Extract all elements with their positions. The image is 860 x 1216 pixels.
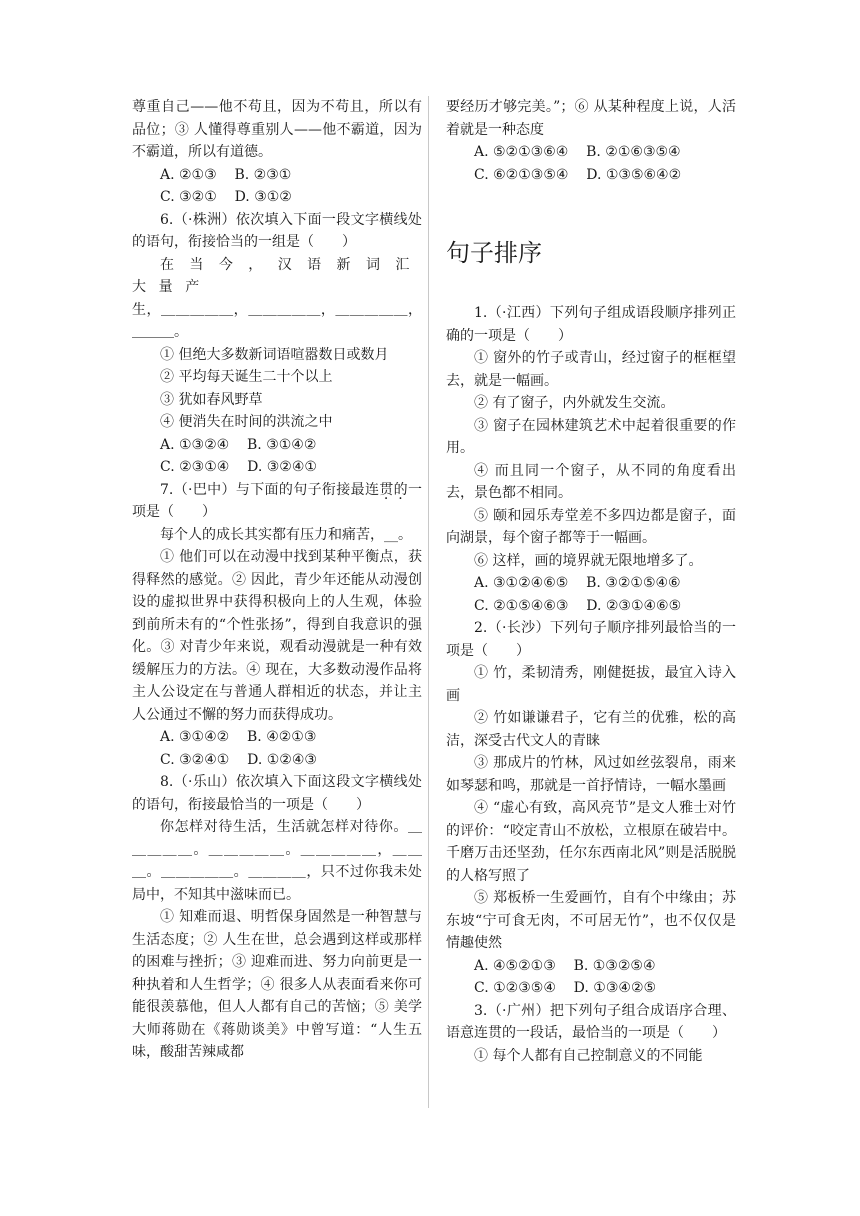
q8-sentences: ① 知难而退、明哲保身固然是一种智慧与生活态度；② 人生在世，总会遇到这样或那样的困难与挫折；③ 迎难而进、努力向前更是一种执着和人生哲学；④ 很多人从表面看来你可能很羡慕他，但人人都有自己的苦恼；⑤ 美学大师蒋勋在《蒋勋谈美》中曾写道：“人生五味，酸甜苦辣咸都 (132, 909, 422, 1060)
q7-sentences: ① 他们可以在动漫中找到某种平衡点，获得释然的感觉。② 因此，青少年还能从动漫创设的虚拟世界中获得积极向上的人生观，体验到前所未有的“个性张扬”，得到自我意识的强化。③ 对青少年来说，观看动漫就是一种有效缓解压力的方法。④ 现在，大多数动漫作品将主人公设定在与普通人群相近的状态，并让主人公通过不懈的努力而获得成功。 (132, 549, 422, 723)
q6-option-row: C. ②③①④ D. ③②④① (160, 459, 317, 475)
q7-stem: 7.（·巴中）与下面的句子衔接最连贯的一项是（ ） (132, 481, 422, 520)
s2-item: ② 竹如谦谦君子，它有兰的优雅，松的高洁，深受古代文人的青睐 (446, 710, 736, 749)
q6-option-row: A. ①③②④ B. ③①④② (160, 436, 317, 453)
section-heading: 句子排序 (446, 239, 542, 267)
q7-option-row: A. ③①④② B. ④②①③ (160, 729, 317, 745)
q5-option-row: A. ②①③ B. ②③① (160, 166, 292, 183)
q6-passage-line1: 在当今，汉语新词汇大量产 (132, 256, 422, 295)
s1-option-row: C. ②①⑤④⑥③ D. ②③①④⑥⑤ (474, 597, 682, 614)
q6-item: ② 平均每天诞生二十个以上 (160, 369, 333, 385)
s2-item: ③ 那成片的竹林，风过如丝弦裂帛，雨来如琴瑟和鸣，那就是一首抒情诗，一幅水墨画 (446, 755, 736, 794)
q6-item: ① 但绝大多数新词语喧嚣数日或数月 (160, 346, 389, 363)
s3-stem: 3.（·广州）把下列句子组合成语序合理、语意连贯的一段话，最恰当的一项是（ ） (446, 1002, 736, 1041)
s1-item: ③ 窗子在园林建筑艺术中起着很重要的作用。 (446, 417, 736, 456)
q8-stem: 8.（·乐山）依次填入下面这段文字横线处的语句，衔接最恰当的一项是（ ） (132, 774, 422, 813)
q6-item: ③ 犹如春风野草 (160, 391, 263, 408)
q8-continuation: 要经历才够完美。”；⑥ 从某种程度上说，人活着就是一种态度 (446, 99, 736, 138)
s2-item: ① 竹，柔韧清秀，刚健挺拔，最宜入诗入画 (446, 665, 736, 704)
s1-item: ① 窗外的竹子或青山，经过窗子的框框望去，就是一幅画。 (446, 350, 736, 389)
s1-item: ⑤ 颐和园乐寿堂差不多四边都是窗子，面向湖景，每个窗子都等于一幅画。 (446, 507, 736, 546)
right-column (446, 96, 736, 1067)
q6-item: ④ 便消失在时间的洪流之中 (160, 414, 333, 430)
column-divider (428, 96, 429, 1108)
q5-option-row: C. ③②① D. ③①② (160, 189, 292, 205)
s2-stem: 2.（·长沙）下列句子顺序排列最恰当的一项是（ ） (446, 620, 736, 659)
s3-item: ① 每个人都有自己控制意义的不同能 (474, 1047, 703, 1064)
s2-item: ⑤ 郑板桥一生爱画竹，自有个中缘由；苏东坡“宁可食无肉，不可居无竹”，也不仅仅是情趣使然 (446, 890, 736, 951)
s2-option-row: A. ④⑤②①③ B. ①③②⑤④ (474, 957, 656, 974)
s2-item: ④ “虚心有致，高风亮节”是文人雅士对竹的评价：“咬定青山不放松，立根原在破岩中。千磨万击还坚劲，任尔东西南北风”则是活脱脱的人格写照了 (446, 800, 736, 884)
q8-passage: 你怎样对待生活，生活就怎样对待你。＿＿＿＿＿。＿＿＿＿＿。＿＿＿＿＿，＿＿＿。＿＿＿＿＿。＿＿＿＿，只不过你我未处局中，不知其中滋味而已。 (132, 819, 422, 903)
q7-option-row: C. ③②④① D. ①②④③ (160, 751, 317, 768)
s1-stem: 1.（·江西）下列句子组成语段顺序排列正确的一项是（ ） (446, 305, 736, 344)
q8-option-row: C. ⑥②①③⑤④ D. ①③⑤⑥④② (474, 166, 682, 183)
q4-continuation: 尊重自己——他不苟且，因为不苟且，所以有品位；③ 人懂得尊重别人——他不霸道，因为不霸道，所以有道德。 (132, 99, 422, 160)
s1-item: ④ 而且同一个窗子，从不同的角度看出去，景色都不相同。 (446, 462, 736, 501)
left-column (132, 96, 422, 1064)
q7-passage: 每个人的成长其实都有压力和痛苦，__。 (160, 526, 412, 543)
emphasis-char: 连 (364, 481, 380, 498)
s1-option-row: A. ③①②④⑥⑤ B. ③②①⑤④⑥ (474, 575, 681, 591)
emphasis-char: 贯 (379, 481, 394, 498)
s2-option-row: C. ①②③⑤④ D. ①③④②⑤ (474, 980, 657, 996)
s1-item: ② 有了窗子，内外就发生交流。 (474, 395, 675, 411)
s1-item: ⑥ 这样，画的境界就无限地增多了。 (474, 552, 703, 569)
q6-stem: 6.（·株洲）依次填入下面一段文字横线处的语句，衔接恰当的一组是（ ） (132, 211, 422, 250)
q8-option-row: A. ⑤②①③⑥④ B. ②①⑥③⑤④ (474, 144, 681, 160)
q6-passage-line2: 生，＿＿＿＿＿，＿＿＿＿＿，＿＿＿＿＿，＿＿＿。 (132, 301, 422, 340)
